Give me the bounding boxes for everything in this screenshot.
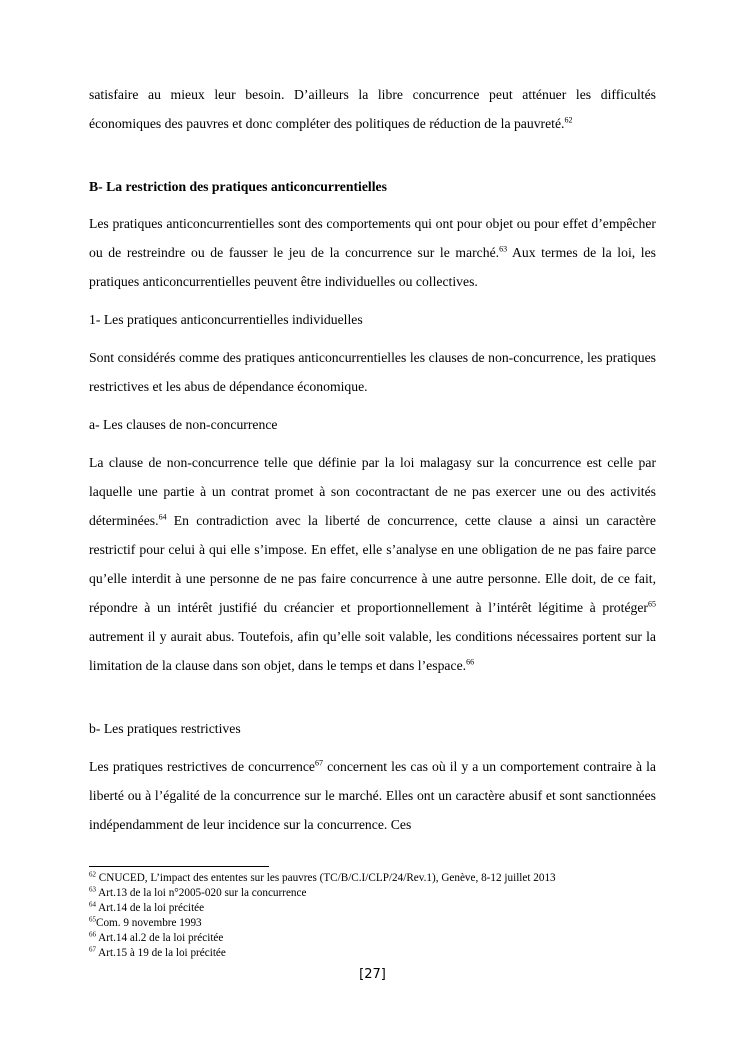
paragraph-clause bbox=[89, 448, 656, 680]
paragraph-text: autrement il y aurait abus. Toutefois, afin qu’elle soit valable, les conditions nécessaires portent sur la limitation de la clause dans son objet, dans le temps et dans l’espace. bbox=[89, 629, 656, 673]
footnote bbox=[89, 916, 689, 931]
subheading-a: a- Les clauses de non-concurrence bbox=[89, 417, 278, 432]
footnote-text: Com. 9 novembre 1993 bbox=[96, 917, 202, 929]
paragraph-text: satisfaire au mieux leur besoin. D’ailleurs la libre concurrence peut atténuer les difficultés économiques des pauvres et donc compléter des politiques de réduction de la pauvreté. bbox=[89, 87, 656, 131]
subheading-b: b- Les pratiques restrictives bbox=[89, 721, 241, 736]
footnote-text: Art.13 de la loi n°2005-020 sur la concurrence bbox=[96, 887, 307, 899]
footnote bbox=[89, 871, 689, 886]
footnote-ref-66[interactable]: 66 bbox=[466, 657, 475, 667]
footnote-text: Art.15 à 19 de la loi précitée bbox=[96, 947, 226, 959]
footnote-number: 63 bbox=[89, 885, 96, 894]
footnote-ref-63[interactable]: 63 bbox=[499, 244, 508, 254]
paragraph-text: Les pratiques anticoncurrentielles sont des comportements qui ont pour objet ou pour effet d’empêcher ou de restreindre ou de fausser le jeu de la concurrence sur le marché. bbox=[89, 216, 656, 260]
paragraph-text: concernent les cas où il y a un comportement contraire à la liberté ou à l’égalité de la concurrence sur le marché. Elles ont un caractère abusif et sont sanctionnées indépendamment de leur incidence sur la concurrence. Ces bbox=[89, 759, 656, 832]
paragraph-definition bbox=[89, 209, 656, 296]
footnote-number: 64 bbox=[89, 900, 96, 909]
paragraph-text: Les pratiques restrictives de concurrence bbox=[89, 759, 316, 774]
page-body bbox=[89, 80, 656, 839]
footnote bbox=[89, 931, 689, 946]
footnote-text: Art.14 de la loi précitée bbox=[96, 902, 205, 914]
footnote-ref-67[interactable]: 67 bbox=[315, 758, 324, 768]
footnote-ref-62[interactable]: 62 bbox=[564, 115, 573, 125]
footnote-number: 67 bbox=[89, 945, 96, 954]
section-heading-b: B- La restriction des pratiques anticoncurrentielles bbox=[89, 179, 387, 194]
subheading-1: 1- Les pratiques anticoncurrentielles individuelles bbox=[89, 312, 363, 327]
footnote-number: 62 bbox=[89, 870, 96, 879]
footnote-separator bbox=[89, 866, 269, 867]
footnote-ref-64[interactable]: 64 bbox=[158, 512, 167, 522]
footnote bbox=[89, 901, 689, 916]
paragraph-text: La clause de non-concurrence telle que définie par la loi malagasy sur la concurrence est celle par laquelle une partie à un contrat promet à son cocontractant de ne pas exercer une ou des activités déterminées. bbox=[89, 455, 656, 528]
footnote-number: 66 bbox=[89, 930, 96, 939]
footnotes bbox=[89, 871, 689, 961]
footnote-ref-65[interactable]: 65 bbox=[648, 599, 656, 609]
footnote-text: CNUCED, L’impact des ententes sur les pauvres (TC/B/C.I/CLP/24/Rev.1), Genève, 8-12 juillet 2013 bbox=[96, 872, 556, 884]
footnote-text: Art.14 al.2 de la loi précitée bbox=[96, 932, 224, 944]
paragraph-text: En contradiction avec la liberté de concurrence, cette clause a ainsi un caractère restrictif pour celui à qui elle s’impose. En effet, elle s’analyse en une obligation de ne pas faire parce qu’elle interdit à une personne de ne pas faire concurrence à une autre personne. Elle doit, de ce fait, répondre à un intérêt justifié du créancier et proportionnellement à l’intérêt légitime à protéger bbox=[89, 513, 656, 615]
footnote bbox=[89, 886, 689, 901]
paragraph-individual: Sont considérés comme des pratiques anticoncurrentielles les clauses de non-concurrence, les pratiques restrictives et les abus de dépendance économique. bbox=[89, 350, 656, 394]
page-number: [27] bbox=[359, 967, 386, 982]
paragraph-text: Aux termes de la loi, les pratiques anticoncurrentielles peuvent être individuelles ou collectives. bbox=[89, 245, 656, 289]
paragraph-restrictive bbox=[89, 752, 656, 839]
footnote-number: 65 bbox=[89, 915, 96, 924]
footnote bbox=[89, 946, 689, 961]
paragraph-intro bbox=[89, 80, 656, 138]
